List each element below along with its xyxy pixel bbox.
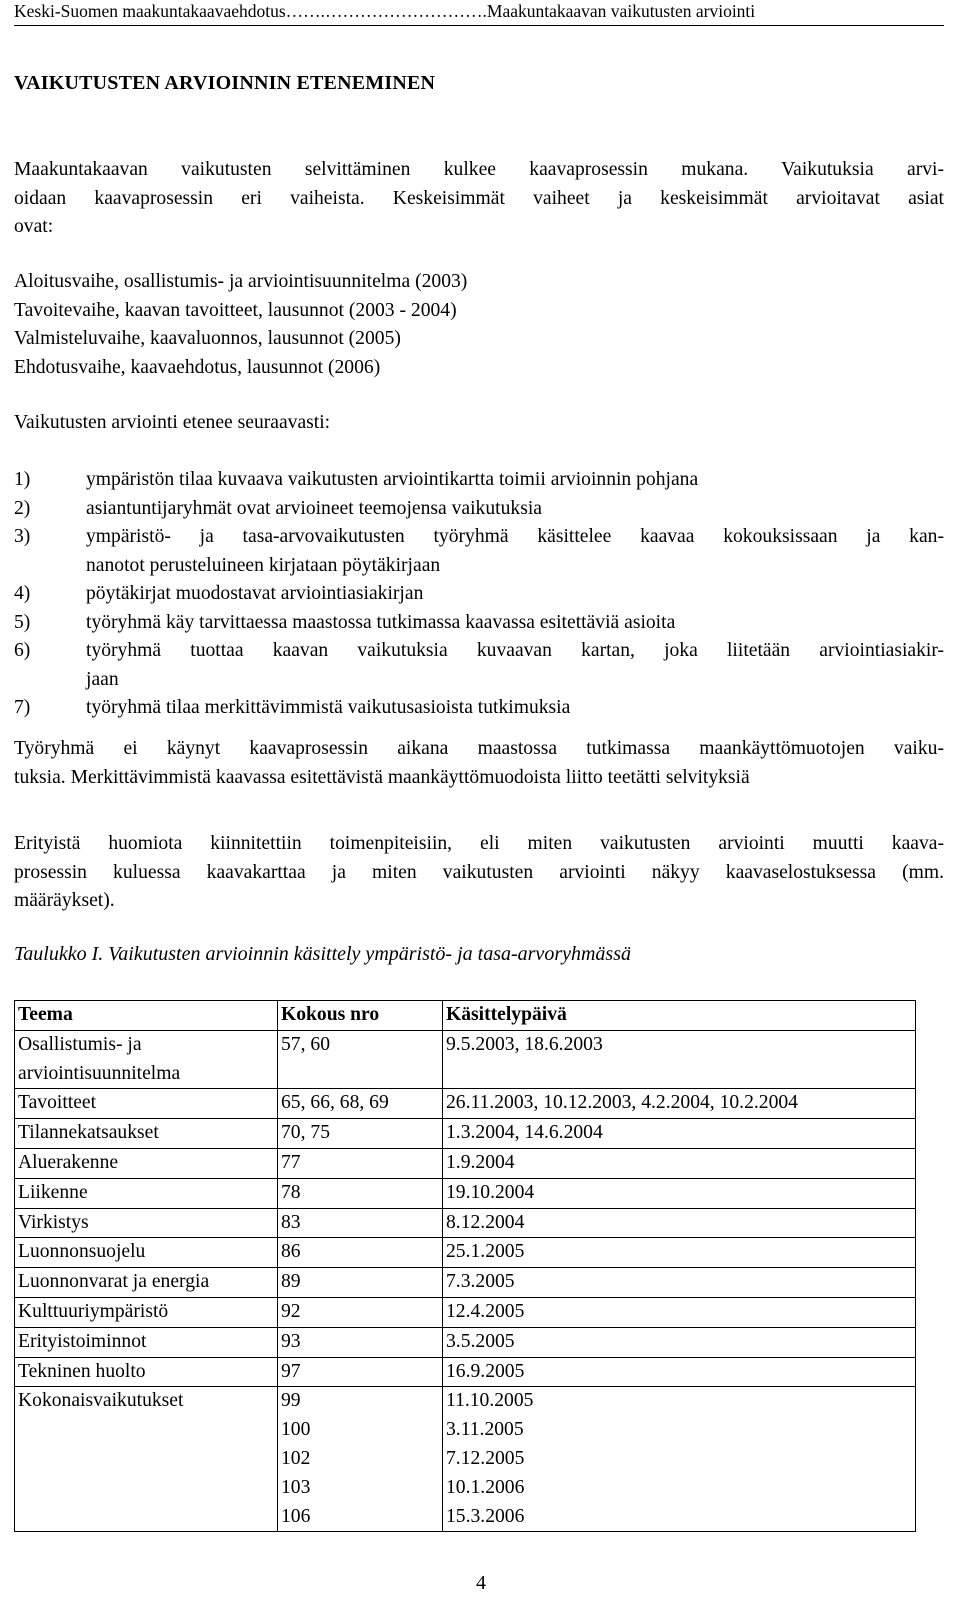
cell-kokous-line: 89 — [281, 1271, 301, 1293]
step-text: pöytäkirjat muodostavat arviointiasiakirjan — [86, 583, 424, 604]
cell-kasittelypaiva-line: 1.9.2004 — [446, 1151, 515, 1173]
cell-teema-line: arviointisuunnitelma — [18, 1062, 181, 1084]
cell-kasittelypaiva-line: 3.5.2005 — [446, 1330, 515, 1352]
cell-kokous — [278, 1268, 443, 1298]
intro-line: Maakuntakaavan vaikutusten selvittäminen kulkee kaavaprosessin mukana. Vaikutuksia arvi- — [14, 159, 944, 180]
table-header-row — [15, 1001, 916, 1031]
table-row — [15, 1208, 916, 1238]
step-number: 3) — [14, 526, 31, 547]
step-number: 1) — [14, 469, 31, 490]
cell-teema — [15, 1357, 278, 1387]
cell-kasittelypaiva — [443, 1238, 916, 1268]
paragraph-line: Erityistä huomiota kiinnitettiin toimenpiteisiin, eli miten vaikutusten arviointi muutti kaava- — [14, 833, 944, 854]
step-number: 5) — [14, 611, 31, 633]
cell-teema — [15, 1208, 278, 1238]
cell-teema — [15, 1148, 278, 1178]
cell-kokous — [278, 1297, 443, 1327]
cell-kokous-line: 93 — [281, 1330, 301, 1352]
cell-kasittelypaiva — [443, 1297, 916, 1327]
step-item — [14, 495, 944, 524]
cell-kokous-line: 99 — [281, 1390, 301, 1412]
fieldwork-paragraph — [14, 735, 944, 792]
header-kokous: Kokous nro — [278, 1001, 443, 1031]
cell-kasittelypaiva-line: 19.10.2004 — [446, 1181, 535, 1203]
table-body — [15, 1030, 916, 1532]
cell-teema-line: Tekninen huolto — [18, 1360, 146, 1382]
cell-kokous-line: 100 — [281, 1419, 311, 1441]
table-row — [15, 1148, 916, 1178]
table-row — [15, 1178, 916, 1208]
cell-kokous — [278, 1208, 443, 1238]
cell-teema — [15, 1178, 278, 1208]
cell-teema-line: Aluerakenne — [18, 1151, 119, 1173]
cell-kokous-line: 78 — [281, 1181, 301, 1203]
phase-list — [14, 268, 944, 382]
cell-kasittelypaiva-line: 10.1.2006 — [446, 1476, 525, 1498]
table-caption: Taulukko I. Vaikutusten arvioinnin käsittely ympäristö- ja tasa-arvoryhmässä — [14, 943, 631, 965]
cell-teema — [15, 1238, 278, 1268]
header-teema: Teema — [15, 1001, 278, 1031]
step-number: 2) — [14, 497, 31, 519]
step-text: jaan — [86, 668, 119, 690]
cell-kasittelypaiva-line: 26.11.2003, 10.12.2003, 4.2.2004, 10.2.2004 — [446, 1092, 798, 1114]
process-intro-text: Vaikutusten arviointi etenee seuraavasti: — [14, 412, 331, 433]
cell-teema — [15, 1119, 278, 1149]
cell-teema-line: Erityistoiminnot — [18, 1330, 147, 1352]
cell-kasittelypaiva — [443, 1327, 916, 1357]
cell-kokous-line: 106 — [281, 1505, 311, 1527]
cell-kokous — [278, 1387, 443, 1532]
phase-item: Aloitusvaihe, osallistumis- ja arviointisuunnitelma (2003) — [14, 271, 468, 292]
cell-kokous — [278, 1178, 443, 1208]
step-text: ympäristön tilaa kuvaava vaikutusten arviointikartta toimii arvioinnin pohjana — [86, 469, 699, 490]
cell-kokous-line: 86 — [281, 1241, 301, 1263]
cell-kasittelypaiva-line: 8.12.2004 — [446, 1211, 525, 1233]
cell-kokous-line: 97 — [281, 1360, 301, 1382]
cell-kokous-line: 77 — [281, 1151, 301, 1173]
page-number: 4 — [476, 1572, 486, 1594]
cell-kokous-line: 70, 75 — [281, 1122, 330, 1144]
cell-kasittelypaiva — [443, 1268, 916, 1298]
step-item — [14, 637, 944, 694]
cell-kasittelypaiva-line: 7.12.2005 — [446, 1447, 525, 1469]
phase-item: Valmisteluvaihe, kaavaluonnos, lausunnot (2005) — [14, 328, 401, 349]
intro-line: oidaan kaavaprosessin eri vaiheista. Keskeisimmät vaiheet ja keskeisimmät arvioitavat asiat — [14, 187, 944, 209]
step-item — [14, 694, 944, 723]
cell-kokous — [278, 1357, 443, 1387]
paragraph-line: prosessin kuluessa kaavakarttaa ja miten vaikutusten arviointi näkyy kaavaselostuksessa (mm. — [14, 861, 944, 883]
cell-kasittelypaiva — [443, 1208, 916, 1238]
cell-kokous-line: 102 — [281, 1447, 311, 1469]
step-number: 7) — [14, 697, 31, 718]
cell-kasittelypaiva-line: 12.4.2005 — [446, 1300, 525, 1322]
step-text: työryhmä tilaa merkittävimmistä vaikutusasioista tutkimuksia — [86, 697, 571, 718]
running-header: Keski-Suomen maakuntakaavaehdotus…….……………………….Maakuntakaavan vaikutusten arviointi — [14, 0, 944, 26]
intro-paragraph — [14, 156, 944, 242]
phase-item: Ehdotusvaihe, kaavaehdotus, lausunnot (2006) — [14, 356, 381, 378]
paragraph-line: tuksia. Merkittävimmistä kaavassa esitettävistä maankäyttömuodoista liitto teetätti selvityksiä — [14, 766, 750, 788]
cell-kasittelypaiva — [443, 1089, 916, 1119]
section-title: VAIKUTUSTEN ARVIOINNIN ETENEMINEN — [14, 72, 436, 94]
document-page — [14, 0, 944, 1600]
cell-teema — [15, 1387, 278, 1532]
step-item — [14, 466, 944, 495]
step-item — [14, 523, 944, 580]
cell-kokous-line: 103 — [281, 1476, 311, 1498]
cell-teema-line: Luonnonsuojelu — [18, 1241, 146, 1263]
cell-kokous — [278, 1089, 443, 1119]
cell-teema — [15, 1297, 278, 1327]
cell-teema-line: Tavoitteet — [18, 1092, 97, 1114]
step-text: nanotot perusteluineen kirjataan pöytäkirjaan — [86, 554, 441, 576]
process-intro — [14, 409, 944, 438]
table-row — [15, 1268, 916, 1298]
step-item — [14, 580, 944, 609]
step-number: 6) — [14, 640, 31, 661]
cell-teema-line: Virkistys — [18, 1211, 89, 1233]
table-row — [15, 1089, 916, 1119]
cell-kasittelypaiva-line: 25.1.2005 — [446, 1241, 525, 1263]
cell-teema-line: Luonnonvarat ja energia — [18, 1271, 210, 1293]
cell-teema — [15, 1327, 278, 1357]
table-row — [15, 1297, 916, 1327]
cell-teema-line: Osallistumis- ja — [18, 1033, 142, 1055]
table-row — [15, 1238, 916, 1268]
cell-kasittelypaiva — [443, 1030, 916, 1089]
step-number: 4) — [14, 583, 31, 604]
cell-teema — [15, 1268, 278, 1298]
step-item — [14, 609, 944, 638]
step-text: asiantuntijaryhmät ovat arvioineet teemojensa vaikutuksia — [86, 497, 542, 519]
cell-kasittelypaiva-line: 11.10.2005 — [446, 1390, 534, 1412]
measures-paragraph — [14, 830, 944, 916]
cell-kasittelypaiva — [443, 1357, 916, 1387]
cell-kokous-line: 65, 66, 68, 69 — [281, 1092, 389, 1114]
cell-teema — [15, 1089, 278, 1119]
cell-kasittelypaiva — [443, 1148, 916, 1178]
cell-kokous — [278, 1148, 443, 1178]
table-row — [15, 1387, 916, 1532]
table-row — [15, 1119, 916, 1149]
intro-line: ovat: — [14, 216, 54, 237]
cell-teema-line: Kulttuuriympäristö — [18, 1300, 169, 1322]
meetings-table — [14, 1000, 916, 1532]
cell-kasittelypaiva-line: 16.9.2005 — [446, 1360, 525, 1382]
process-steps-list — [14, 466, 944, 723]
cell-kasittelypaiva-line: 9.5.2003, 18.6.2003 — [446, 1033, 603, 1055]
header-kasittelypaiva: Käsittelypäivä — [443, 1001, 916, 1031]
step-text: ympäristö- ja tasa-arvovaikutusten työryhmä käsittelee kaavaa kokouksissaan ja kan- — [86, 526, 944, 547]
phase-item: Tavoitevaihe, kaavan tavoitteet, lausunnot (2003 - 2004) — [14, 299, 457, 321]
cell-teema — [15, 1030, 278, 1089]
step-text: työryhmä käy tarvittaessa maastossa tutkimassa kaavassa esitettäviä asioita — [86, 611, 676, 633]
step-text: työryhmä tuottaa kaavan vaikutuksia kuvaavan kartan, joka liitetään arviointiasiakir- — [86, 640, 944, 661]
cell-kokous-line: 57, 60 — [281, 1033, 330, 1055]
cell-kasittelypaiva — [443, 1119, 916, 1149]
table-row — [15, 1357, 916, 1387]
cell-kasittelypaiva-line: 15.3.2006 — [446, 1505, 525, 1527]
cell-teema-line: Tilannekatsaukset — [18, 1122, 159, 1144]
cell-kokous — [278, 1327, 443, 1357]
cell-teema-line: Liikenne — [18, 1181, 88, 1203]
cell-kasittelypaiva-line: 1.3.2004, 14.6.2004 — [446, 1122, 603, 1144]
cell-kokous — [278, 1119, 443, 1149]
cell-kokous — [278, 1030, 443, 1089]
paragraph-line: määräykset). — [14, 890, 115, 911]
cell-kasittelypaiva — [443, 1178, 916, 1208]
cell-kokous-line: 92 — [281, 1300, 301, 1322]
cell-kokous — [278, 1238, 443, 1268]
cell-kasittelypaiva-line: 7.3.2005 — [446, 1271, 515, 1293]
cell-kasittelypaiva-line: 3.11.2005 — [446, 1419, 524, 1441]
paragraph-line: Työryhmä ei käynyt kaavaprosessin aikana maastossa tutkimassa maankäyttömuotojen vaiku- — [14, 738, 944, 759]
table-row — [15, 1327, 916, 1357]
cell-kasittelypaiva — [443, 1387, 916, 1532]
table-row — [15, 1030, 916, 1089]
cell-teema-line: Kokonaisvaikutukset — [18, 1390, 184, 1412]
cell-kokous-line: 83 — [281, 1211, 301, 1233]
